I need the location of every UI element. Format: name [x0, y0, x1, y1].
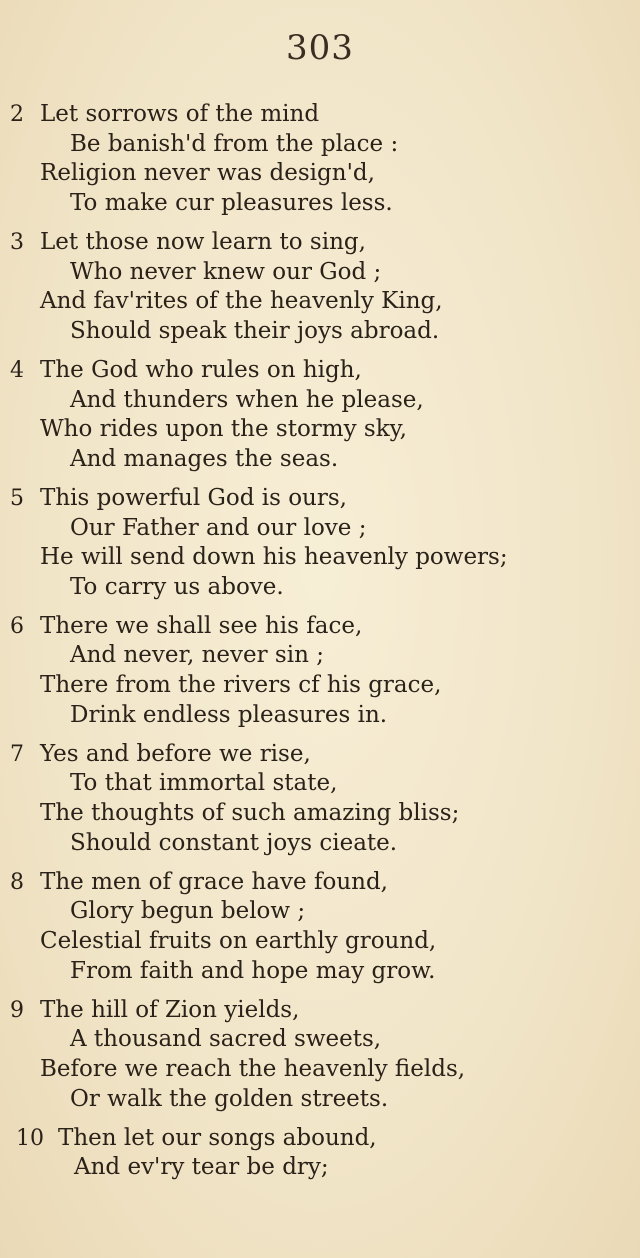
stanza-number: 7 — [10, 741, 24, 767]
verse-line: And never, never sin ; — [70, 642, 324, 669]
stanza-number: 8 — [10, 869, 24, 895]
verse-line: Yes and before we rise, — [40, 740, 311, 767]
stanza-6 — [0, 612, 640, 730]
verse-line: Should constant joys cieate. — [70, 829, 398, 856]
stanza-7 — [0, 740, 640, 858]
stanza-number: 9 — [10, 997, 24, 1023]
verse-line: Before we reach the heavenly fields, — [40, 1055, 466, 1082]
stanza-5 — [0, 484, 640, 602]
verse-line: Let sorrows of the mind — [40, 101, 320, 127]
verse-line: From faith and hope may grow. — [70, 957, 436, 984]
verse-line: Our Father and our love ; — [70, 514, 367, 541]
stanza-4 — [0, 356, 640, 474]
verse-line: The God who rules on high, — [40, 356, 362, 383]
verse-line: Drink endless pleasures in. — [70, 701, 388, 728]
verse-line: To make cur pleasures less. — [70, 189, 393, 216]
verse-line: Religion never was design'd, — [40, 160, 375, 187]
stanza-number: 2 — [10, 102, 24, 127]
verse-line: A thousand sacred sweets, — [70, 1026, 382, 1053]
stanza-number: 6 — [10, 613, 24, 639]
verse-line: He will send down his heavenly powers; — [40, 544, 508, 571]
stanza-number: 5 — [10, 485, 24, 511]
verse-line: Let those now learn to sing, — [40, 228, 366, 255]
verse-line: Glory begun below ; — [70, 898, 306, 925]
verse-line: There from the rivers cf his grace, — [40, 672, 442, 699]
verse-line: And ev'ry tear be dry; — [74, 1154, 329, 1181]
verse-line: This powerful God is ours, — [40, 484, 347, 511]
verse-line: The thoughts of such amazing bliss; — [40, 800, 460, 827]
verse-line: There we shall see his face, — [40, 612, 363, 639]
verse-line: Then let our songs abound, — [58, 1124, 377, 1151]
stanza-8 — [0, 868, 640, 986]
verse-line: Or walk the golden streets. — [70, 1085, 389, 1112]
stanza-2 — [0, 100, 640, 218]
verse-line: To that immortal state, — [70, 770, 338, 797]
stanza-number: 3 — [10, 229, 24, 255]
verse-line: And thunders when he please, — [70, 386, 424, 413]
verse-line: Should speak their joys abroad. — [70, 317, 440, 344]
verse-line: Who never knew our God ; — [70, 258, 382, 285]
verse-line: Be banish'd from the place : — [70, 130, 399, 157]
stanza-number: 4 — [10, 357, 24, 383]
stanza-9 — [0, 996, 640, 1114]
stanza-10 — [0, 1124, 640, 1183]
verse-line: Celestial fruits on earthly ground, — [40, 928, 437, 954]
verse-line: Who rides upon the stormy sky, — [40, 416, 407, 443]
verse-line: And fav'rites of the heavenly King, — [40, 288, 443, 315]
stanza-number: 10 — [16, 1125, 44, 1151]
verse-line: The hill of Zion yields, — [40, 996, 300, 1023]
verse-line: And manages the seas. — [70, 445, 339, 472]
verse-line: The men of grace have found, — [40, 868, 388, 895]
page-number: 303 — [286, 28, 354, 68]
hymn-text — [0, 100, 640, 1193]
stanza-3 — [0, 228, 640, 346]
verse-line: To carry us above. — [70, 573, 284, 600]
